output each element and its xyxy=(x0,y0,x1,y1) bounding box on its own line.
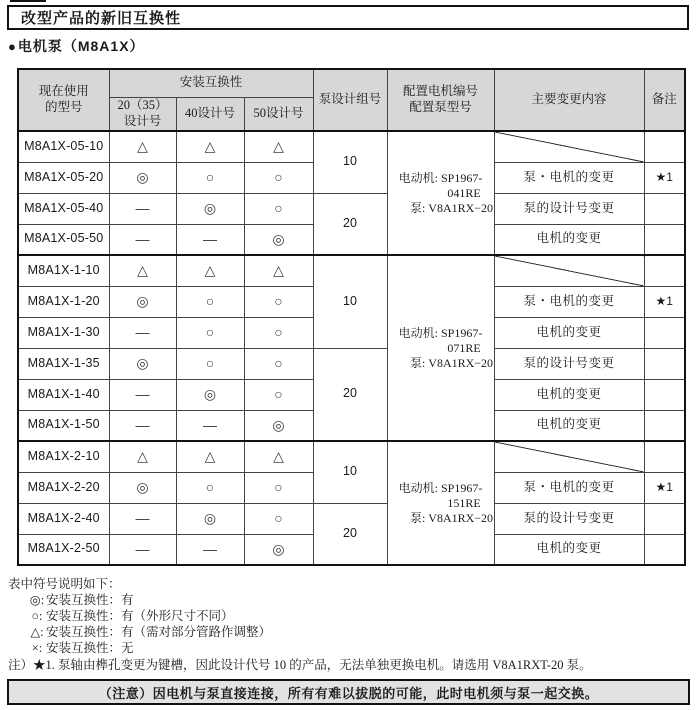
motor-line: 泵: V8A1RX−20 xyxy=(409,510,494,525)
header-main-change: 主要变更内容 xyxy=(494,69,644,131)
triangle-icon: △: xyxy=(30,625,44,639)
compat-mark-cell: ○ xyxy=(176,472,244,503)
remark-cell xyxy=(644,131,685,162)
page-title-box xyxy=(7,5,689,30)
model-cell: M8A1X-1-40 xyxy=(18,379,109,410)
model-cell: M8A1X-1-50 xyxy=(18,410,109,441)
change-content-cell: 泵・电机的变更 xyxy=(494,472,644,503)
compat-mark-cell: △ xyxy=(109,131,176,162)
pump-group-cell: 10 xyxy=(313,131,387,193)
header-design-50: 50设计号 xyxy=(244,97,313,131)
compat-mark-cell: — xyxy=(176,224,244,255)
compat-mark-cell: △ xyxy=(244,441,313,472)
subtitle-label: 电机泵（M8A1X） xyxy=(17,38,145,54)
compat-mark-cell: ◎ xyxy=(109,286,176,317)
remark-cell: ★1 xyxy=(644,472,685,503)
compat-mark-cell: — xyxy=(109,410,176,441)
remark-cell xyxy=(644,317,685,348)
compat-mark-cell: ◎ xyxy=(109,348,176,379)
remark-cell xyxy=(644,224,685,255)
model-cell: M8A1X-1-35 xyxy=(18,348,109,379)
change-content-cell: 电机的变更 xyxy=(494,379,644,410)
motor-line: 泵: V8A1RX−20 xyxy=(409,355,494,370)
model-cell: M8A1X-1-10 xyxy=(18,255,109,286)
pump-group-cell: 20 xyxy=(313,348,387,441)
motor-pump-cell xyxy=(387,441,494,565)
header-pump-group: 泵设计组号 xyxy=(313,69,387,131)
footnote-star1: 注）★1. 泵轴由榫孔变更为键槽，因此设计代号 10 的产品，无法单独更换电机。请选用 V8A1RXT-20 泵。 xyxy=(8,658,592,672)
compat-mark-cell: ○ xyxy=(176,317,244,348)
compat-mark-cell: △ xyxy=(109,441,176,472)
remark-cell xyxy=(644,410,685,441)
header-motor-pump: 配置电机编号 配置泵型号 xyxy=(387,69,494,131)
change-content-cell: 泵・电机的变更 xyxy=(494,286,644,317)
header-remark: 备注 xyxy=(644,69,685,131)
compat-mark-cell: ◎ xyxy=(244,224,313,255)
diagonal-slash-cell xyxy=(494,255,644,286)
compat-mark-cell: ○ xyxy=(244,193,313,224)
compat-mark-cell: — xyxy=(109,193,176,224)
header-current-model: 现在使用 的型号 xyxy=(18,69,109,131)
remark-cell xyxy=(644,441,685,472)
header-install-compat: 安装互换性 xyxy=(109,69,313,97)
change-content-cell: 电机的变更 xyxy=(494,317,644,348)
motor-line: 电动机: SP1967- xyxy=(398,325,483,340)
legend-item: △: 安装互换性：有（需对部分管路作调整） xyxy=(8,624,271,640)
change-content-cell: 泵・电机的变更 xyxy=(494,162,644,193)
compat-mark-cell: ◎ xyxy=(109,472,176,503)
compat-mark-cell: ○ xyxy=(244,472,313,503)
compatibility-table xyxy=(17,68,686,566)
compat-mark-cell: ○ xyxy=(244,286,313,317)
pump-group-cell: 20 xyxy=(313,193,387,255)
pump-group-cell: 10 xyxy=(313,255,387,348)
change-content-cell: 电机的变更 xyxy=(494,410,644,441)
model-cell: M8A1X-1-30 xyxy=(18,317,109,348)
table-body xyxy=(18,131,685,565)
cross-icon: ×: xyxy=(31,641,43,655)
motor-pump-cell xyxy=(387,255,494,441)
compat-mark-cell: — xyxy=(109,224,176,255)
table-row xyxy=(18,503,685,534)
caution-box xyxy=(7,679,690,705)
compat-mark-cell: ○ xyxy=(244,379,313,410)
remark-cell xyxy=(644,193,685,224)
model-cell: M8A1X-05-20 xyxy=(18,162,109,193)
motor-line: 电动机: SP1967- xyxy=(398,480,483,495)
table-row xyxy=(18,131,685,162)
change-content-cell: 电机的变更 xyxy=(494,224,644,255)
motor-line: 071RE xyxy=(447,340,481,355)
table-header xyxy=(18,69,685,131)
pump-group-cell: 10 xyxy=(313,441,387,503)
remark-cell xyxy=(644,503,685,534)
model-cell: M8A1X-05-10 xyxy=(18,131,109,162)
model-cell: M8A1X-2-40 xyxy=(18,503,109,534)
compat-mark-cell: ○ xyxy=(244,348,313,379)
model-cell: M8A1X-05-40 xyxy=(18,193,109,224)
compat-mark-cell: ○ xyxy=(244,317,313,348)
compat-mark-cell: △ xyxy=(176,441,244,472)
compat-mark-cell: △ xyxy=(244,131,313,162)
table-row xyxy=(18,441,685,472)
remark-cell xyxy=(644,379,685,410)
compat-mark-cell: △ xyxy=(176,131,244,162)
remark-cell xyxy=(644,348,685,379)
header-design-20-35: 20（35） 设计号 xyxy=(109,97,176,131)
legend-item: ◎: 安装互换性：有 xyxy=(29,593,134,607)
legend-item: ○: 安装互换性：有（外形尺寸不同） xyxy=(8,608,271,624)
compat-mark-cell: ◎ xyxy=(176,193,244,224)
compat-mark-cell: ○ xyxy=(176,348,244,379)
page-title: 改型产品的新旧互换性 xyxy=(21,10,182,27)
remark-cell: ★1 xyxy=(644,286,685,317)
table-row xyxy=(18,255,685,286)
change-content-cell: 泵的设计号变更 xyxy=(494,503,644,534)
remark-cell xyxy=(644,255,685,286)
compat-mark-cell: ◎ xyxy=(176,503,244,534)
pump-group-cell: 20 xyxy=(313,503,387,565)
motor-line: 151RE xyxy=(447,495,481,510)
compat-mark-cell: ◎ xyxy=(109,162,176,193)
diagonal-slash-cell xyxy=(494,131,644,162)
compat-mark-cell: — xyxy=(176,534,244,565)
model-cell: M8A1X-2-20 xyxy=(18,472,109,503)
bullet-icon: ● xyxy=(8,39,17,54)
compat-mark-cell: △ xyxy=(244,255,313,286)
remark-cell xyxy=(644,534,685,565)
motor-line: 泵: V8A1RX−20 xyxy=(409,200,494,215)
model-cell: M8A1X-1-20 xyxy=(18,286,109,317)
compat-mark-cell: — xyxy=(109,317,176,348)
compat-mark-cell: — xyxy=(109,379,176,410)
header-design-40: 40设计号 xyxy=(176,97,244,131)
circle-icon: ○: xyxy=(31,609,43,623)
section-subtitle xyxy=(8,36,145,56)
compat-mark-cell: ◎ xyxy=(244,410,313,441)
symbol-legend xyxy=(8,576,271,656)
compat-mark-cell: — xyxy=(109,503,176,534)
motor-line: 041RE xyxy=(447,185,481,200)
motor-pump-cell xyxy=(387,131,494,255)
motor-line: 电动机: SP1967- xyxy=(398,170,483,185)
compat-mark-cell: △ xyxy=(109,255,176,286)
remark-cell: ★1 xyxy=(644,162,685,193)
legend-intro: 表中符号说明如下： xyxy=(8,577,121,591)
model-cell: M8A1X-05-50 xyxy=(18,224,109,255)
compat-mark-cell: ○ xyxy=(176,286,244,317)
change-content-cell: 电机的变更 xyxy=(494,534,644,565)
scan-artifact-line xyxy=(10,0,46,2)
change-content-cell: 泵的设计号变更 xyxy=(494,348,644,379)
table-row xyxy=(18,348,685,379)
legend-item: ×: 安装互换性：无 xyxy=(8,640,271,656)
compat-mark-cell: ◎ xyxy=(244,534,313,565)
model-cell: M8A1X-2-50 xyxy=(18,534,109,565)
compat-mark-cell: ○ xyxy=(176,162,244,193)
caution-text: （注意）因电机与泵直接连接，所有有难以拔脱的可能，此时电机须与泵一起交换。 xyxy=(98,685,599,701)
compat-mark-cell: — xyxy=(109,534,176,565)
double-circle-icon: ◎: xyxy=(29,593,45,607)
compat-mark-cell: ○ xyxy=(244,503,313,534)
compat-mark-cell: — xyxy=(176,410,244,441)
compat-mark-cell: △ xyxy=(176,255,244,286)
table-row xyxy=(18,193,685,224)
model-cell: M8A1X-2-10 xyxy=(18,441,109,472)
change-content-cell: 泵的设计号变更 xyxy=(494,193,644,224)
compat-mark-cell: ○ xyxy=(244,162,313,193)
diagonal-slash-cell xyxy=(494,441,644,472)
compat-mark-cell: ◎ xyxy=(176,379,244,410)
